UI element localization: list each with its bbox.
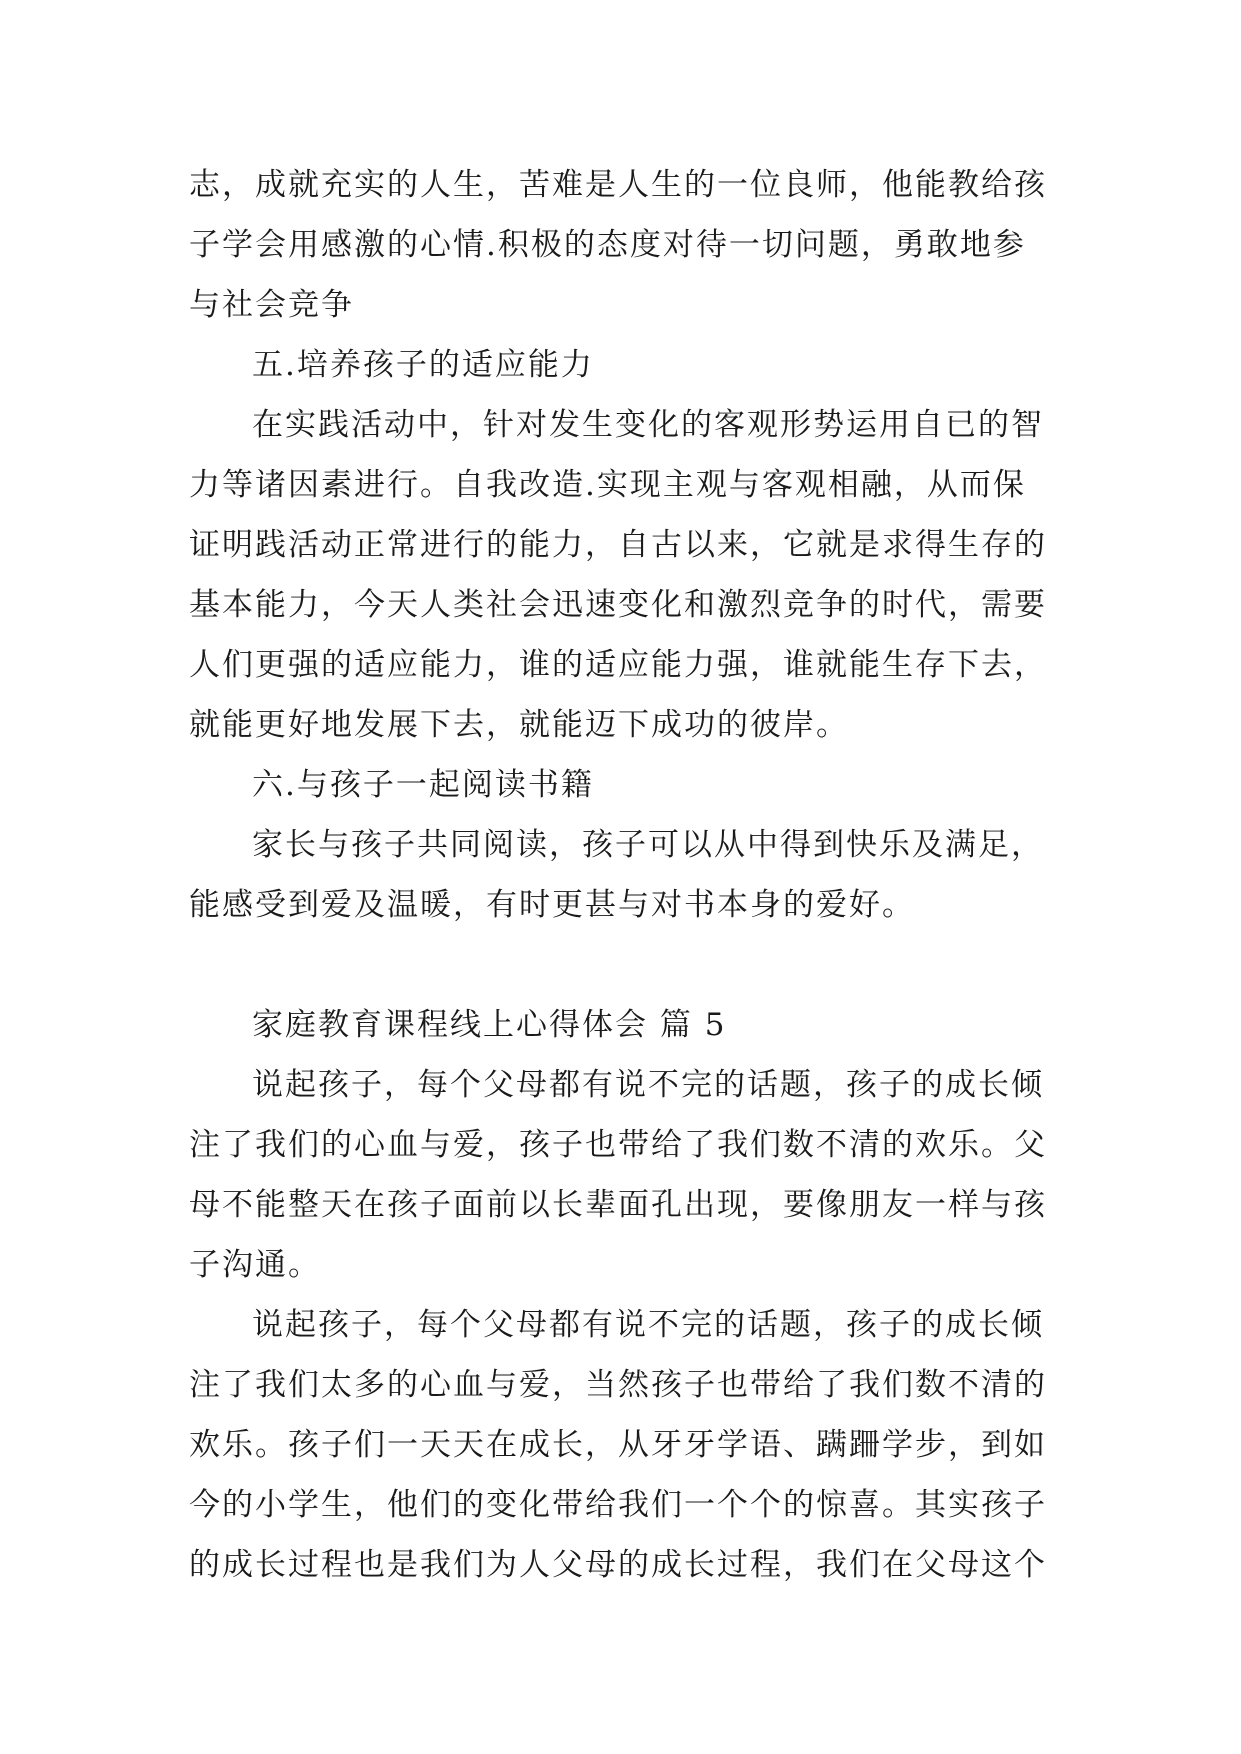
paragraph-line: 基本能力，今天人类社会迅速变化和激烈竞争的时代，需要	[189, 587, 1047, 623]
paragraph-line: 母不能整天在孩子面前以长辈面孔出现，要像朋友一样与孩	[189, 1187, 1047, 1223]
paragraph-line: 注了我们的心血与爱，孩子也带给了我们数不清的欢乐。父	[189, 1127, 1047, 1163]
paragraph-line: 力等诸因素进行。自我改造.实现主观与客观相融，从而保	[189, 467, 1026, 503]
paragraph-line: 证明践活动正常进行的能力，自古以来，它就是求得生存的	[189, 527, 1047, 563]
document-body	[189, 155, 1049, 1595]
paragraph-line: 家长与孩子共同阅读，孩子可以从中得到快乐及满足，	[252, 827, 1044, 863]
paragraph-line: 注了我们太多的心血与爱，当然孩子也带给了我们数不清的	[189, 1367, 1047, 1403]
section-gap	[189, 935, 1049, 995]
paragraph-line: 志，成就充实的人生，苦难是人生的一位良师，他能教给孩	[189, 167, 1047, 203]
paragraph-line: 的成长过程也是我们为人父母的成长过程，我们在父母这个	[189, 1547, 1047, 1583]
paragraph-line: 今的小学生，他们的变化带给我们一个个的惊喜。其实孩子	[189, 1487, 1047, 1523]
paragraph-line: 欢乐。孩子们一天天在成长，从牙牙学语、蹒跚学步，到如	[189, 1427, 1047, 1463]
paragraph-line: 人们更强的适应能力，谁的适应能力强，谁就能生存下去，	[189, 647, 1047, 683]
paragraph-line: 子沟通。	[189, 1247, 321, 1283]
paragraph-line: 就能更好地发展下去，就能迈下成功的彼岸。	[189, 707, 849, 743]
article-title: 家庭教育课程线上心得体会 篇 5	[252, 1007, 727, 1043]
paragraph-line: 子学会用感激的心情.积极的态度对待一切问题，勇敢地参	[189, 227, 1026, 263]
paragraph-line: 说起孩子，每个父母都有说不完的话题，孩子的成长倾	[252, 1067, 1044, 1103]
paragraph-line: 在实践活动中，针对发生变化的客观形势运用自已的智	[252, 407, 1044, 443]
section-heading-six: 六.与孩子一起阅读书籍	[252, 767, 594, 803]
paragraph-line: 能感受到爱及温暖，有时更甚与对书本身的爱好。	[189, 887, 915, 923]
section-heading-five: 五.培养孩子的适应能力	[252, 347, 594, 383]
paragraph-line: 与社会竞争	[189, 287, 354, 323]
paragraph-line: 说起孩子，每个父母都有说不完的话题，孩子的成长倾	[252, 1307, 1044, 1343]
